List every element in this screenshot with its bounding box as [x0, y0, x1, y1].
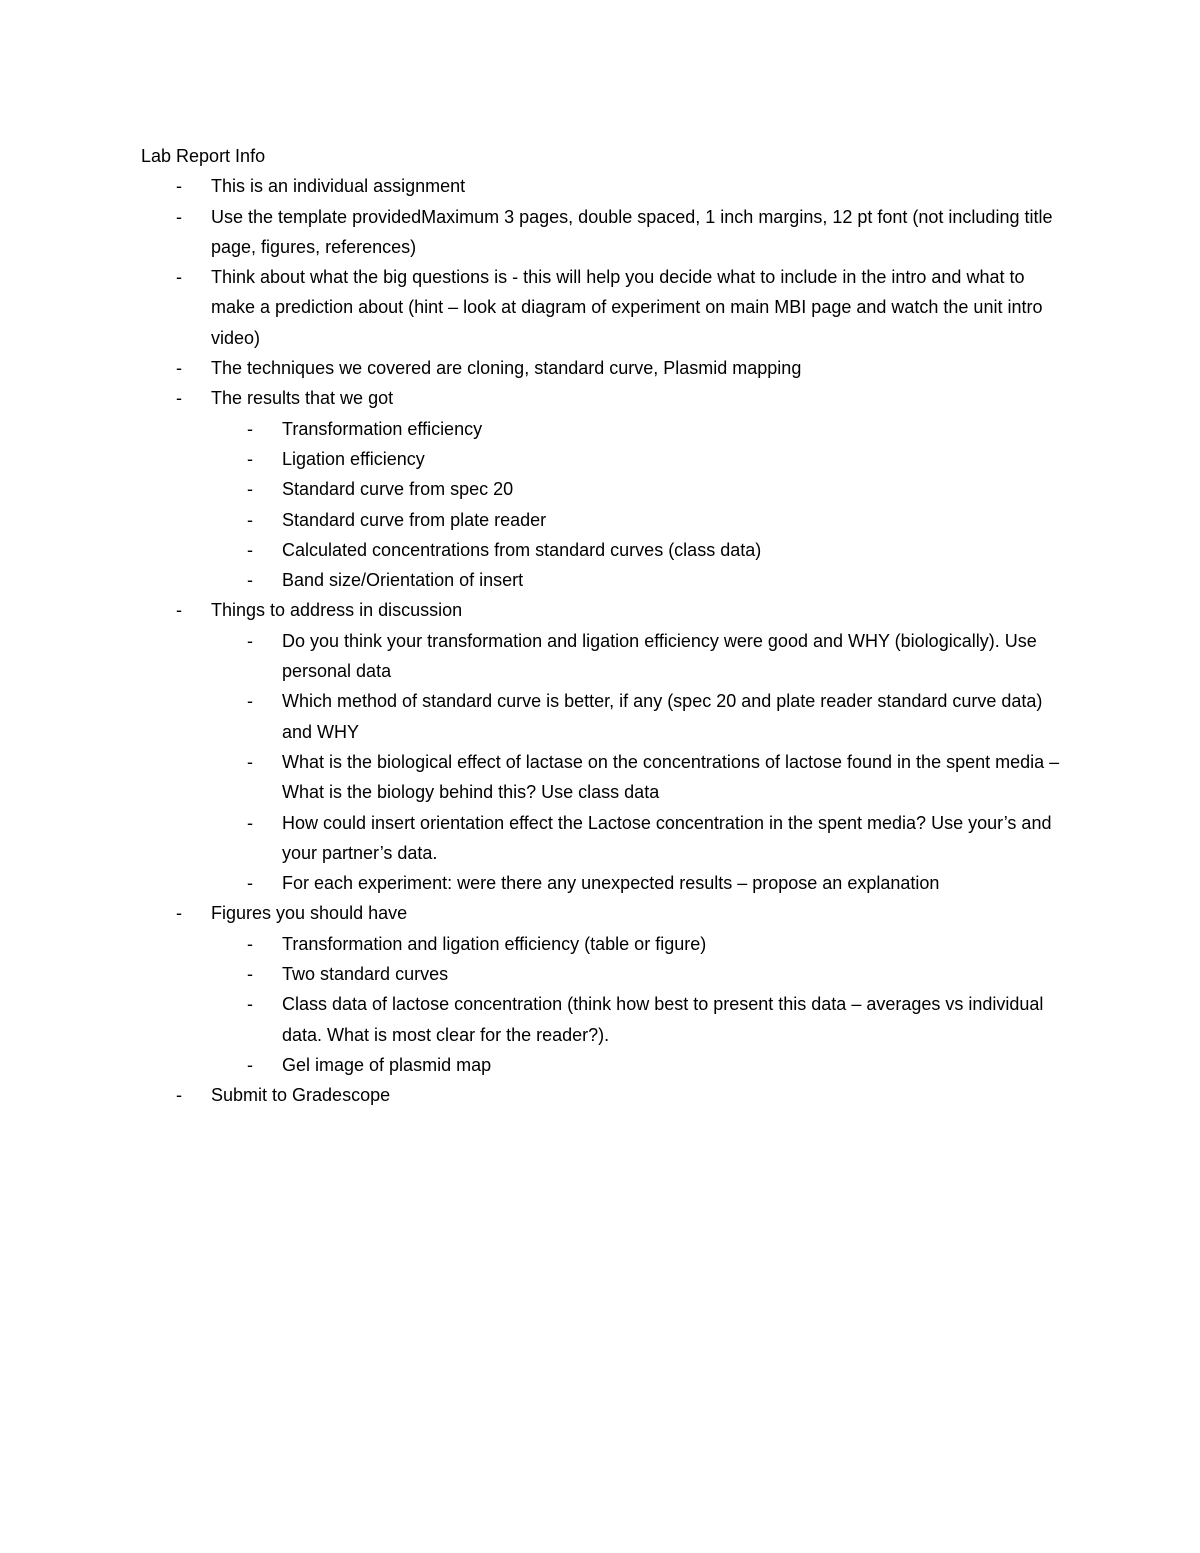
- bullet-dash: -: [176, 176, 182, 197]
- list-item-text: Things to address in discussion: [211, 600, 463, 621]
- list-item: [141, 262, 1061, 353]
- bullet-dash: -: [247, 539, 253, 560]
- sub-bullet-list: [141, 626, 1061, 899]
- sub-list-item-text: Calculated concentrations from standard curves (class data): [282, 539, 762, 560]
- bullet-dash: -: [247, 964, 253, 985]
- sub-list-item: [211, 686, 1061, 747]
- list-item-text: Use the template providedMaximum 3 pages, double spaced, 1 inch margins, 12 pt font (not including title page, figures, references): [211, 206, 1053, 257]
- sub-list-item: [211, 808, 1061, 869]
- bullet-dash: -: [247, 479, 253, 500]
- list-item: [141, 383, 1061, 595]
- bullet-dash: -: [247, 630, 253, 651]
- sub-list-item-text: What is the biological effect of lactase on the concentrations of lactose found in the spent media – What is the biology behind this? Use class data: [282, 751, 1060, 803]
- bullet-dash: -: [247, 448, 253, 469]
- sub-list-item-text: Class data of lactose concentration (think how best to present this data – averages vs individual data. What is most clear for the reader?).: [282, 994, 1044, 1045]
- list-item-text: The techniques we covered are cloning, standard curve, Plasmid mapping: [211, 358, 802, 379]
- sub-list-item: [211, 868, 1061, 898]
- sub-list-item-text: Band size/Orientation of insert: [282, 570, 524, 591]
- list-item: [141, 202, 1061, 263]
- bullet-dash: -: [176, 1085, 182, 1106]
- bullet-dash: -: [247, 570, 253, 591]
- sub-list-item: [211, 565, 1061, 595]
- bullet-dash: -: [176, 388, 182, 409]
- list-item-text: This is an individual assignment: [211, 176, 466, 197]
- sub-list-item-text: Transformation efficiency: [282, 418, 483, 439]
- document-body: [141, 141, 1061, 1111]
- list-item: [141, 595, 1061, 898]
- bullet-dash: -: [176, 600, 182, 621]
- sub-list-item: [211, 505, 1061, 535]
- list-item: [141, 898, 1061, 1080]
- sub-list-item-text: Gel image of plasmid map: [282, 1054, 492, 1075]
- sub-list-item-text: Do you think your transformation and ligation efficiency were good and WHY (biologically). Use personal data: [282, 630, 1037, 682]
- list-item-text: Figures you should have: [211, 903, 408, 924]
- sub-list-item-text: For each experiment: were there any unexpected results – propose an explanation: [282, 873, 940, 894]
- sub-bullet-list: [141, 929, 1061, 1080]
- bullet-dash: -: [247, 509, 253, 530]
- sub-list-item: [211, 626, 1061, 687]
- sub-list-item: [211, 414, 1061, 444]
- sub-list-item-text: Which method of standard curve is better, if any (spec 20 and plate reader standard curve data) and WHY: [282, 691, 1043, 742]
- sub-list-item: [211, 1050, 1061, 1080]
- sub-list-item: [211, 959, 1061, 989]
- sub-list-item-text: Transformation and ligation efficiency (table or figure): [282, 933, 707, 954]
- document-title: Lab Report Info: [141, 146, 266, 166]
- sub-list-item: [211, 474, 1061, 504]
- bullet-dash: -: [247, 933, 253, 954]
- bullet-dash: -: [176, 267, 182, 288]
- bullet-dash: -: [247, 1054, 253, 1075]
- bullet-dash: -: [247, 691, 253, 712]
- list-item: [141, 1080, 1061, 1110]
- sub-bullet-list: [141, 414, 1061, 596]
- sub-list-item-text: Ligation efficiency: [282, 448, 425, 469]
- bullet-dash: -: [176, 358, 182, 379]
- bullet-dash: -: [247, 418, 253, 439]
- sub-list-item: [211, 747, 1061, 808]
- list-item-text: Think about what the big questions is - this will help you decide what to include in the intro and what to make a prediction about (hint – look at diagram of experiment on main MBI page and watch the unit intro video): [211, 267, 1043, 348]
- list-item-text: Submit to Gradescope: [211, 1085, 391, 1106]
- sub-list-item: [211, 989, 1061, 1050]
- sub-list-item: [211, 444, 1061, 474]
- bullet-dash: -: [247, 994, 253, 1015]
- sub-list-item: [211, 929, 1061, 959]
- list-item: [141, 171, 1061, 201]
- bullet-dash: -: [176, 903, 182, 924]
- sub-list-item-text: Standard curve from spec 20: [282, 479, 514, 500]
- bullet-dash: -: [247, 812, 253, 833]
- list-item: [141, 353, 1061, 383]
- bullet-dash: -: [247, 873, 253, 894]
- sub-list-item-text: How could insert orientation effect the Lactose concentration in the spent media? Use your’s and your partner’s data.: [282, 812, 1052, 863]
- list-item-text: The results that we got: [211, 388, 394, 409]
- bullet-dash: -: [247, 751, 253, 772]
- bullet-list: [141, 171, 1061, 1110]
- sub-list-item: [211, 535, 1061, 565]
- sub-list-item-text: Standard curve from plate reader: [282, 509, 547, 530]
- bullet-dash: -: [176, 206, 182, 227]
- sub-list-item-text: Two standard curves: [282, 964, 449, 985]
